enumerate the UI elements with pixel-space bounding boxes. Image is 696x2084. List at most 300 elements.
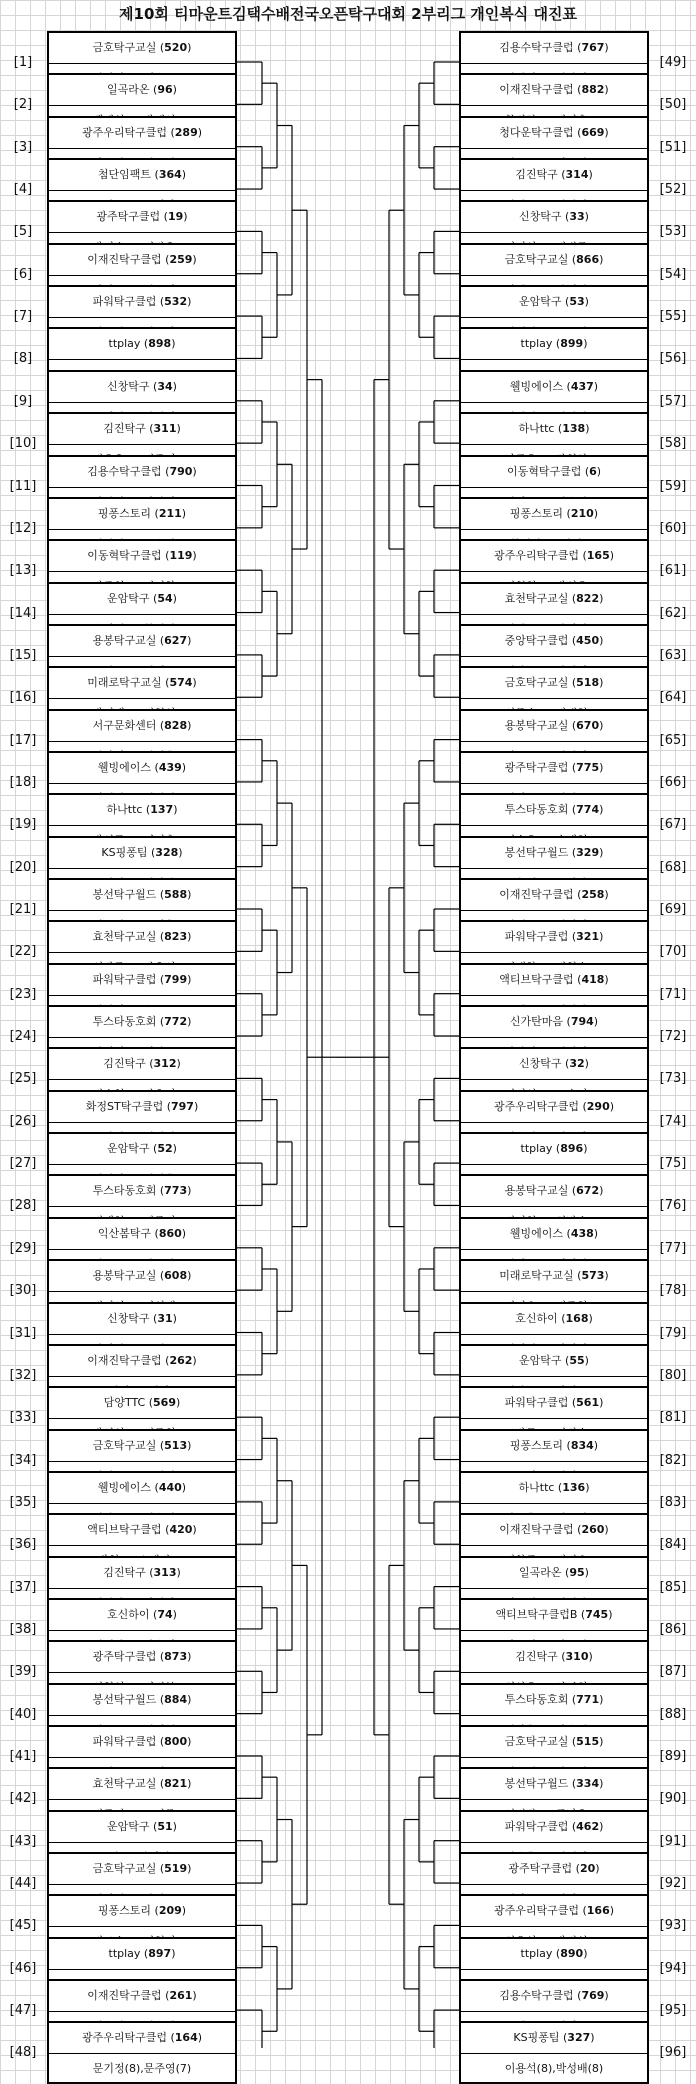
entry-points: 873 xyxy=(164,1650,188,1664)
entry-points: 210 xyxy=(570,506,594,520)
entry-points: 899 xyxy=(560,337,584,351)
entry-close-paren: ) xyxy=(595,1862,600,1876)
entry-club: 액티브탁구클럽 ( xyxy=(499,972,582,986)
entry-club: 웰빙에이스 ( xyxy=(97,760,159,774)
entry-team xyxy=(461,2023,647,2052)
entry-club: 미래로탁구교실 ( xyxy=(499,1269,582,1283)
entry-close-paren: ) xyxy=(187,1650,192,1664)
entry-club: 금호탁구교실 ( xyxy=(92,41,165,54)
entry-team xyxy=(49,245,235,274)
entry-team xyxy=(49,499,235,528)
entry-points: 670 xyxy=(576,718,600,732)
entry-number: [39] xyxy=(9,1664,37,1680)
entry-close-paren: ) xyxy=(609,1904,615,1918)
entry-close-paren: ) xyxy=(584,210,589,224)
entry-number: [88] xyxy=(659,1706,687,1722)
entry-club: 핑퐁스토리 ( xyxy=(509,1438,571,1452)
entry-team xyxy=(461,245,647,274)
entry-club: 청다운탁구클럽 ( xyxy=(499,125,582,139)
entry-close-paren: ) xyxy=(187,1735,192,1748)
entry-close-paren: ) xyxy=(593,1438,599,1452)
entry-close-paren: ) xyxy=(187,972,192,986)
entry-team xyxy=(49,1600,235,1629)
entry-number: [58] xyxy=(659,436,687,452)
entry-number: [63] xyxy=(659,647,687,663)
entry-club: 투스타동호회 ( xyxy=(504,803,577,817)
entry-points: 799 xyxy=(164,972,188,986)
entry-number: [31] xyxy=(9,1325,37,1341)
entry-points: 34 xyxy=(157,379,173,393)
entry-points: 136 xyxy=(562,1480,586,1494)
entry-number: [93] xyxy=(659,1918,687,1934)
entry-number: [44] xyxy=(9,1876,37,1892)
entry-club: 봉선탁구월드 ( xyxy=(504,1777,577,1791)
entry-team xyxy=(49,33,235,62)
entry-points: 627 xyxy=(164,633,188,647)
entry-number: [8] xyxy=(13,351,33,367)
entry-close-paren: ) xyxy=(604,972,609,986)
entry-points: 364 xyxy=(158,168,182,182)
entry-number: [33] xyxy=(9,1410,37,1426)
entry-team xyxy=(461,1346,647,1375)
entry-points: 209 xyxy=(158,1904,182,1918)
entry-points: 866 xyxy=(576,252,600,266)
entry-team xyxy=(49,329,235,358)
entry-points: 775 xyxy=(576,760,600,774)
entry-close-paren: ) xyxy=(593,1015,599,1029)
entry-club: 금호탁구교실 ( xyxy=(504,676,577,690)
entry-team xyxy=(461,1812,647,1841)
entry-close-paren: ) xyxy=(178,845,183,859)
entry-points: 420 xyxy=(169,1523,193,1537)
entry-close-paren: ) xyxy=(192,464,197,478)
entry-team xyxy=(461,880,647,909)
entry-team xyxy=(461,1134,647,1163)
entry-number: [24] xyxy=(9,1029,37,1045)
entry-team xyxy=(461,1515,647,1544)
entry-number: [52] xyxy=(659,182,687,198)
entry-club: ttplay ( xyxy=(520,337,561,351)
entry-number: [79] xyxy=(659,1325,687,1341)
entry-number: [12] xyxy=(9,520,37,536)
entry-team xyxy=(461,1981,647,2010)
entry-close-paren: ) xyxy=(181,1226,187,1240)
entry-points: 32 xyxy=(569,1057,585,1071)
entry-team xyxy=(461,202,647,231)
entry-club: 운암탁구 ( xyxy=(107,1142,158,1156)
entry-club: 호신하이 ( xyxy=(107,1607,158,1621)
entry-points: 771 xyxy=(576,1692,600,1706)
entry-team xyxy=(461,414,647,443)
entry-number: [56] xyxy=(659,351,687,367)
entry-number: [59] xyxy=(659,478,687,494)
entry-team xyxy=(49,880,235,909)
entry-club: 신가탄마음 ( xyxy=(509,1015,571,1029)
entry-club: 금호탁구교실 ( xyxy=(504,252,577,266)
entry-club: 운암탁구 ( xyxy=(519,295,570,309)
entry-club: 웰빙에이스 ( xyxy=(509,1226,571,1240)
entry-team xyxy=(49,1346,235,1375)
entry-close-paren: ) xyxy=(192,1989,197,2003)
entry-club: 김용수탁구클럽 ( xyxy=(499,1989,582,2003)
entry-team xyxy=(461,965,647,994)
entry-points: 860 xyxy=(158,1226,182,1240)
entry-close-paren: ) xyxy=(172,1819,177,1833)
entry-points: 51 xyxy=(157,1819,173,1833)
entry-points: 823 xyxy=(164,930,188,944)
entry-number: [80] xyxy=(659,1367,687,1383)
entry-team xyxy=(49,1812,235,1841)
entry-number: [27] xyxy=(9,1156,37,1172)
entry-number: [40] xyxy=(9,1706,37,1722)
entry-close-paren: ) xyxy=(593,379,599,393)
entry-team xyxy=(49,1685,235,1714)
entry-close-paren: ) xyxy=(187,1777,192,1791)
entry-club: KS핑퐁팀 ( xyxy=(101,845,156,859)
entry-points: 55 xyxy=(569,1353,585,1367)
entry-close-paren: ) xyxy=(609,549,615,563)
entry-points: 96 xyxy=(157,83,173,97)
entry-number: [84] xyxy=(659,1537,687,1553)
entry-club: 봉선탁구월드 ( xyxy=(92,1692,165,1706)
entry-club: 하나ttc ( xyxy=(106,803,151,817)
entry-close-paren: ) xyxy=(193,1099,199,1113)
entry-club: 투스타동호회 ( xyxy=(504,1692,577,1706)
entry-number: [74] xyxy=(659,1113,687,1129)
entry-close-paren: ) xyxy=(593,1226,599,1240)
entry-club: 이동혁탁구클럽 ( xyxy=(87,549,170,563)
entry-team xyxy=(461,33,647,62)
entry-club: 핑퐁스토리 ( xyxy=(97,506,159,520)
entry-points: 794 xyxy=(570,1015,594,1029)
entry-close-paren: ) xyxy=(183,210,188,224)
entry-team xyxy=(461,1304,647,1333)
entry-close-paren: ) xyxy=(608,1607,613,1621)
entry-club: 이동혁탁구클럽 ( xyxy=(506,464,590,478)
entry-team xyxy=(461,372,647,401)
entry-club: 화정ST탁구클럽 ( xyxy=(85,1099,171,1113)
entry-team xyxy=(461,1049,647,1078)
entry-number: [28] xyxy=(9,1198,37,1214)
entry-team xyxy=(461,1473,647,1502)
entry-club: 광주우리탁구클럽 ( xyxy=(493,1904,587,1918)
entry-team xyxy=(49,1854,235,1883)
entry-club: 핑퐁스토리 ( xyxy=(97,1904,159,1918)
entry-points: 312 xyxy=(153,1057,177,1071)
entry-club: 일곡라온 ( xyxy=(107,83,158,97)
entry-close-paren: ) xyxy=(192,549,197,563)
entry-points: 418 xyxy=(581,972,605,986)
entry-team xyxy=(49,1388,235,1417)
entry-number: [10] xyxy=(9,436,37,452)
entry-points: 896 xyxy=(560,1142,584,1156)
entry-team xyxy=(461,1431,647,1460)
entry-club: 광주탁구클럽 ( xyxy=(96,210,168,224)
entry-team xyxy=(461,1007,647,1036)
entry-points: 797 xyxy=(170,1099,194,1113)
entry-number: [18] xyxy=(9,774,37,790)
entry-club: 액티브탁구클럽B ( xyxy=(495,1607,586,1621)
entry-points: 772 xyxy=(164,1015,188,1029)
entry-club: 액티브탁구클럽 ( xyxy=(87,1523,170,1537)
entry-points: 137 xyxy=(150,803,174,817)
entry-team xyxy=(49,584,235,613)
entry-points: 898 xyxy=(148,337,172,351)
entry-box xyxy=(47,2021,237,2084)
entry-club: 일곡라온 ( xyxy=(519,1565,570,1579)
entry-club: 효천탁구교실 ( xyxy=(92,930,165,944)
entry-close-paren: ) xyxy=(171,337,176,351)
entry-club: 이재진탁구클럽 ( xyxy=(499,888,582,901)
entry-club: 이재진탁구클럽 ( xyxy=(87,1353,170,1367)
entry-points: 882 xyxy=(581,83,605,97)
entry-points: 328 xyxy=(155,845,179,859)
entry-number: [17] xyxy=(9,732,37,748)
entry-points: 321 xyxy=(576,930,600,944)
entry-points: 569 xyxy=(153,1396,176,1410)
entry-close-paren: ) xyxy=(604,1989,609,2003)
entry-team xyxy=(49,1134,235,1163)
entry-points: 773 xyxy=(164,1184,188,1198)
entry-team xyxy=(461,160,647,189)
entry-team xyxy=(49,965,235,994)
entry-team xyxy=(461,457,647,486)
entry-club: 운암탁구 ( xyxy=(107,1819,158,1833)
entry-players: 문기정(8),문주영(7) xyxy=(92,2062,192,2076)
entry-team xyxy=(461,1727,647,1756)
entry-points: 588 xyxy=(164,888,188,901)
entry-number: [13] xyxy=(9,563,37,579)
entry-number: [19] xyxy=(9,817,37,833)
entry-team xyxy=(49,1515,235,1544)
entry-close-paren: ) xyxy=(197,125,203,139)
entry-close-paren: ) xyxy=(187,1692,192,1706)
entry-close-paren: ) xyxy=(588,1650,593,1664)
entry-number: [71] xyxy=(659,986,687,1002)
entry-number: [94] xyxy=(659,1960,687,1976)
entry-club: 첨단임팩트 ( xyxy=(97,168,159,182)
entry-club: 김용수탁구클럽 ( xyxy=(499,41,582,54)
entry-points: 520 xyxy=(164,41,188,54)
entry-close-paren: ) xyxy=(588,168,593,182)
entry-team xyxy=(49,753,235,782)
entry-number: [57] xyxy=(659,393,687,409)
entry-points: 774 xyxy=(576,803,600,817)
entry-team xyxy=(49,838,235,867)
entry-club: 운암탁구 ( xyxy=(519,1353,570,1367)
entry-points: 532 xyxy=(164,295,188,309)
entry-team xyxy=(461,795,647,824)
entry-team xyxy=(49,1261,235,1290)
entry-points: 745 xyxy=(585,1607,609,1621)
entry-points: 767 xyxy=(581,41,605,54)
entry-close-paren: ) xyxy=(604,888,609,901)
entry-team xyxy=(49,1769,235,1798)
entry-club: 파워탁구클럽 ( xyxy=(504,930,577,944)
entry-close-paren: ) xyxy=(584,295,589,309)
entry-close-paren: ) xyxy=(176,422,181,436)
entry-points: 439 xyxy=(158,760,182,774)
entry-number: [11] xyxy=(9,478,37,494)
entry-number: [45] xyxy=(9,1918,37,1934)
entry-club: 광주탁구클럽 ( xyxy=(92,1650,165,1664)
entry-number: [64] xyxy=(659,690,687,706)
entry-close-paren: ) xyxy=(172,591,177,605)
entry-number: [14] xyxy=(9,605,37,621)
entry-close-paren: ) xyxy=(187,1438,192,1452)
entry-number: [34] xyxy=(9,1452,37,1468)
entry-team xyxy=(461,541,647,570)
entry-points: 311 xyxy=(153,422,177,436)
entry-points: 334 xyxy=(576,1777,600,1791)
entry-points: 561 xyxy=(576,1396,600,1410)
entry-close-paren: ) xyxy=(599,760,604,774)
entry-club: 웰빙에이스 ( xyxy=(97,1480,159,1494)
entry-points: 672 xyxy=(576,1184,600,1198)
entry-club: ttplay ( xyxy=(108,337,149,351)
entry-close-paren: ) xyxy=(187,1269,192,1283)
entry-club: 광주우리탁구클럽 ( xyxy=(81,2031,175,2045)
entry-points: 259 xyxy=(169,252,193,266)
entry-club: 파워탁구클럽 ( xyxy=(92,1735,165,1748)
entry-close-paren: ) xyxy=(187,633,192,647)
entry-club: 광주우리탁구클럽 ( xyxy=(493,1099,587,1113)
entry-points: 515 xyxy=(576,1735,600,1748)
entry-close-paren: ) xyxy=(599,1735,604,1748)
entry-number: [51] xyxy=(659,139,687,155)
entry-team xyxy=(461,1558,647,1587)
entry-team xyxy=(49,626,235,655)
entry-club: 서구문화센터 ( xyxy=(92,718,165,732)
entry-close-paren: ) xyxy=(187,718,192,732)
entry-points: 258 xyxy=(581,888,605,901)
entry-number: [2] xyxy=(13,97,33,113)
entry-team xyxy=(461,753,647,782)
entry-close-paren: ) xyxy=(176,1565,181,1579)
entry-close-paren: ) xyxy=(604,125,609,139)
entry-number: [95] xyxy=(659,2003,687,2019)
entry-close-paren: ) xyxy=(187,888,192,901)
entry-close-paren: ) xyxy=(604,41,609,54)
entry-team xyxy=(461,1388,647,1417)
entry-club: 이재진탁구클럽 ( xyxy=(87,252,170,266)
entry-club: 담양TTC ( xyxy=(103,1396,154,1410)
entry-club: 효천탁구교실 ( xyxy=(504,591,577,605)
entry-points: 53 xyxy=(569,295,585,309)
entry-club: 투스타동호회 ( xyxy=(92,1184,165,1198)
entry-number: [70] xyxy=(659,944,687,960)
entry-close-paren: ) xyxy=(172,1142,177,1156)
entry-team xyxy=(461,584,647,613)
entry-number: [49] xyxy=(659,55,687,70)
entry-team xyxy=(461,838,647,867)
entry-team xyxy=(461,287,647,316)
entry-points: 95 xyxy=(569,1565,585,1579)
entry-points: 289 xyxy=(174,125,198,139)
entry-club: 이재진탁구클럽 ( xyxy=(499,1523,582,1537)
entry-points: 6 xyxy=(589,464,597,478)
entry-number: [38] xyxy=(9,1621,37,1637)
entry-club: 파워탁구클럽 ( xyxy=(92,972,165,986)
entry-club: 하나ttc ( xyxy=(518,1480,563,1494)
entry-points: 166 xyxy=(586,1904,610,1918)
entry-close-paren: ) xyxy=(585,422,590,436)
entry-number: [25] xyxy=(9,1071,37,1087)
entry-team xyxy=(49,1473,235,1502)
entry-team xyxy=(461,711,647,740)
entry-number: [83] xyxy=(659,1494,687,1510)
entry-number: [78] xyxy=(659,1283,687,1299)
entry-close-paren: ) xyxy=(187,295,192,309)
entry-points: 822 xyxy=(576,591,600,605)
entry-team xyxy=(461,1642,647,1671)
entry-team xyxy=(461,1854,647,1883)
entry-number: [6] xyxy=(13,266,33,282)
entry-close-paren: ) xyxy=(596,464,602,478)
entry-close-paren: ) xyxy=(173,803,178,817)
entry-club: 운암탁구 ( xyxy=(107,591,158,605)
entry-number: [69] xyxy=(659,902,687,917)
entry-club: 금호탁구교실 ( xyxy=(504,1735,577,1748)
entry-number: [50] xyxy=(659,97,687,113)
entry-club: 용봉탁구교실 ( xyxy=(92,633,165,647)
entry-club: 봉선탁구월드 ( xyxy=(92,888,165,901)
entry-team xyxy=(461,1219,647,1248)
entry-points: 440 xyxy=(158,1480,182,1494)
entry-club: 신창탁구 ( xyxy=(107,379,158,393)
entry-team xyxy=(49,795,235,824)
entry-close-paren: ) xyxy=(599,1692,604,1706)
entry-team xyxy=(461,626,647,655)
entry-club: 김진탁구 ( xyxy=(103,1057,154,1071)
entry-close-paren: ) xyxy=(187,1015,192,1029)
entry-points: 314 xyxy=(565,168,589,182)
entry-number: [86] xyxy=(659,1621,687,1637)
entry-points: 450 xyxy=(576,633,600,647)
entry-points: 168 xyxy=(565,1311,589,1325)
entry-points: 834 xyxy=(570,1438,594,1452)
entry-number: [85] xyxy=(659,1579,687,1595)
entry-team xyxy=(49,1176,235,1205)
entry-club: 김용수탁구클럽 ( xyxy=(87,464,170,478)
entry-close-paren: ) xyxy=(583,1946,588,1960)
entry-number: [3] xyxy=(13,139,33,155)
entry-close-paren: ) xyxy=(192,676,197,690)
entry-close-paren: ) xyxy=(187,1862,192,1876)
entry-points: 574 xyxy=(169,676,193,690)
entry-points: 164 xyxy=(174,2031,198,2045)
entry-number: [47] xyxy=(9,2003,37,2019)
entry-team xyxy=(49,75,235,104)
entry-team xyxy=(49,1049,235,1078)
entry-club: 봉선탁구월드 ( xyxy=(504,845,577,859)
entry-points: 669 xyxy=(581,125,605,139)
entry-close-paren: ) xyxy=(599,1184,604,1198)
entry-team xyxy=(461,1600,647,1629)
entry-team xyxy=(49,668,235,697)
entry-close-paren: ) xyxy=(181,1904,187,1918)
entry-close-paren: ) xyxy=(599,1777,604,1791)
entry-club: 익산봄탁구 ( xyxy=(97,1226,159,1240)
entry-number: [68] xyxy=(659,859,687,875)
entry-close-paren: ) xyxy=(599,591,604,605)
entry-team xyxy=(461,668,647,697)
entry-points: 573 xyxy=(581,1269,605,1283)
entry-club: ttplay ( xyxy=(520,1142,561,1156)
entry-team xyxy=(49,1558,235,1587)
entry-number: [67] xyxy=(659,817,687,833)
entry-number: [26] xyxy=(9,1113,37,1129)
